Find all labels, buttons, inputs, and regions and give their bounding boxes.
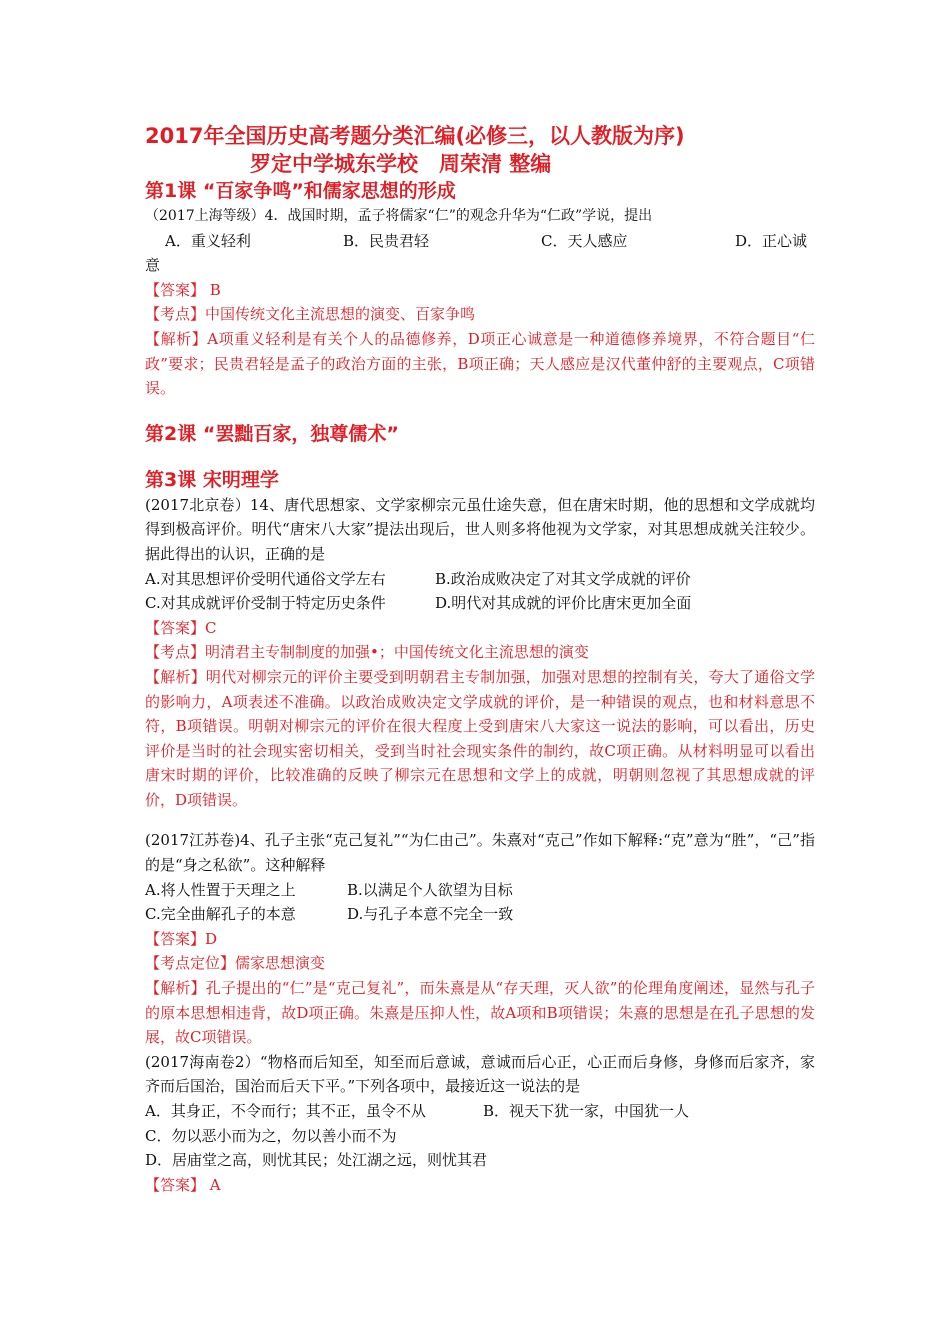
exam-point: 【考点定位】儒家思想演变 bbox=[145, 954, 326, 973]
option-d: D．正心诚 bbox=[735, 231, 808, 250]
answer: 【答案】 B bbox=[145, 280, 221, 299]
option-c: C．勿以恶小而为之，勿以善小而不为 bbox=[145, 1126, 397, 1145]
exam-point: 【考点】明清君主专制制度的加强•；中国传统文化主流思想的演变 bbox=[145, 643, 589, 662]
document-subtitle: 罗定中学城东学校 周荣清 整编 bbox=[250, 152, 552, 176]
analysis: 【解析】A项重义轻利是有关个人的品德修养，D项正心诚意是一种道德修养境界，不符合题目“仁政”要求；民贵君轻是孟子的政治方面的主张，B项正确；天人感应是汉代董仲舒的主要观点，C项错误。 bbox=[145, 329, 815, 398]
option-d: D.明代对其成就的评价比唐宋更加全面 bbox=[435, 594, 692, 613]
lesson-1-heading: 第1课 “百家争鸣”和儒家思想的形成 bbox=[145, 180, 456, 202]
answer: 【答案】 A bbox=[145, 1175, 221, 1194]
option-d-wrap: 意 bbox=[145, 256, 161, 275]
option-row bbox=[145, 902, 815, 927]
lesson-3-heading: 第3课 宋明理学 bbox=[145, 468, 279, 491]
option-a: A．重义轻利 bbox=[165, 231, 251, 250]
question-stem: (2017海南卷2）“物格而后知至，知至而后意诚，意诚而后心正，心正而后身修，身修而后家齐，家齐而后国治，国治而后天下平。”下列各项中，最接近这一说法的是 bbox=[145, 1052, 815, 1096]
option-row bbox=[145, 1099, 815, 1124]
option-row bbox=[145, 878, 815, 903]
answer: 【答案】D bbox=[145, 929, 218, 948]
option-a: A.将人性置于天理之上 bbox=[145, 880, 296, 899]
lesson-2-heading: 第2课 “罢黜百家，独尊儒术” bbox=[145, 422, 399, 445]
option-b: B．民贵君轻 bbox=[343, 231, 430, 250]
document-title: 2017年全国历史高考题分类汇编(必修三，以人教版为序) bbox=[145, 124, 685, 148]
analysis: 【解析】明代对柳宗元的评价主要受到明朝君主专制加强，加强对思想的控制有关，夸大了通俗文学的影响力，A项表述不准确。以政治成败决定文学成就的评价，是一种错误的观点，也和材料意思不符，B项错误。明朝对柳宗元的评价在很大程度上受到唐宋八大家这一说法的影响，可以看出，历史评价是当时的社会现实密切相关，受到当时社会现实条件的制约，故C项正确。从材料明显可以看出唐宋时期的评价，比较准确的反映了柳宗元在思想和文学上的成就，明朝则忽视了其思想成就的评价，D项错误。 bbox=[145, 667, 815, 809]
option-c: C.完全曲解孔子的本意 bbox=[145, 905, 296, 924]
option-b: B．视天下犹一家，中国犹一人 bbox=[483, 1102, 690, 1120]
question-stem: (2017北京卷）14、唐代思想家、文学家柳宗元虽仕途失意，但在唐宋时期，他的思想和文学成就均得到极高评价。明代“唐宋八大家”提法出现后，世人则多将他视为文学家，对其思想成就关注较少。据此得出的认识，正确的是 bbox=[145, 495, 815, 563]
exam-point: 【考点】中国传统文化主流思想的演变、百家争鸣 bbox=[145, 305, 476, 324]
option-d: D.与孔子本意不完全一致 bbox=[347, 905, 514, 924]
option-a: A.对其思想评价受明代通俗文学左右 bbox=[145, 569, 386, 588]
option-b: B.政治成败决定了对其文学成就的评价 bbox=[435, 569, 691, 588]
answer: 【答案】C bbox=[145, 618, 217, 637]
document-content bbox=[145, 122, 815, 1197]
option-row bbox=[145, 567, 815, 592]
option-row bbox=[145, 591, 815, 616]
analysis: 【解析】孔子提出的“仁”是“克己复礼”，而朱熹是从“存天理，灭人欲”的伦理角度阐述，显然与孔子的原本思想相违背，故D项正确。朱熹是压抑人性，故A项和B项错误；朱熹的思想是在孔子思想的发展，故C项错误。 bbox=[145, 979, 815, 1047]
option-d: D．居庙堂之高，则忧其民；处江湖之远，则忧其君 bbox=[145, 1151, 488, 1170]
question-stem: （2017上海等级）4．战国时期，孟子将儒家“仁”的观念升华为“仁政”学说，提出 bbox=[145, 208, 653, 224]
option-row bbox=[145, 229, 815, 254]
option-c: C.对其成就评价受制于特定历史条件 bbox=[145, 594, 386, 613]
option-c: C．天人感应 bbox=[541, 231, 628, 250]
option-a: A．其身正，不令而行；其不正，虽令不从 bbox=[145, 1102, 426, 1120]
option-b: B.以满足个人欲望为目标 bbox=[347, 880, 513, 899]
question-stem: (2017江苏卷)4、孔子主张“克己复礼”“为仁由己”。朱熹对“克己”作如下解释:“克”意为“胜”，“己”指的是“身之私欲”。这种解释 bbox=[145, 831, 815, 875]
